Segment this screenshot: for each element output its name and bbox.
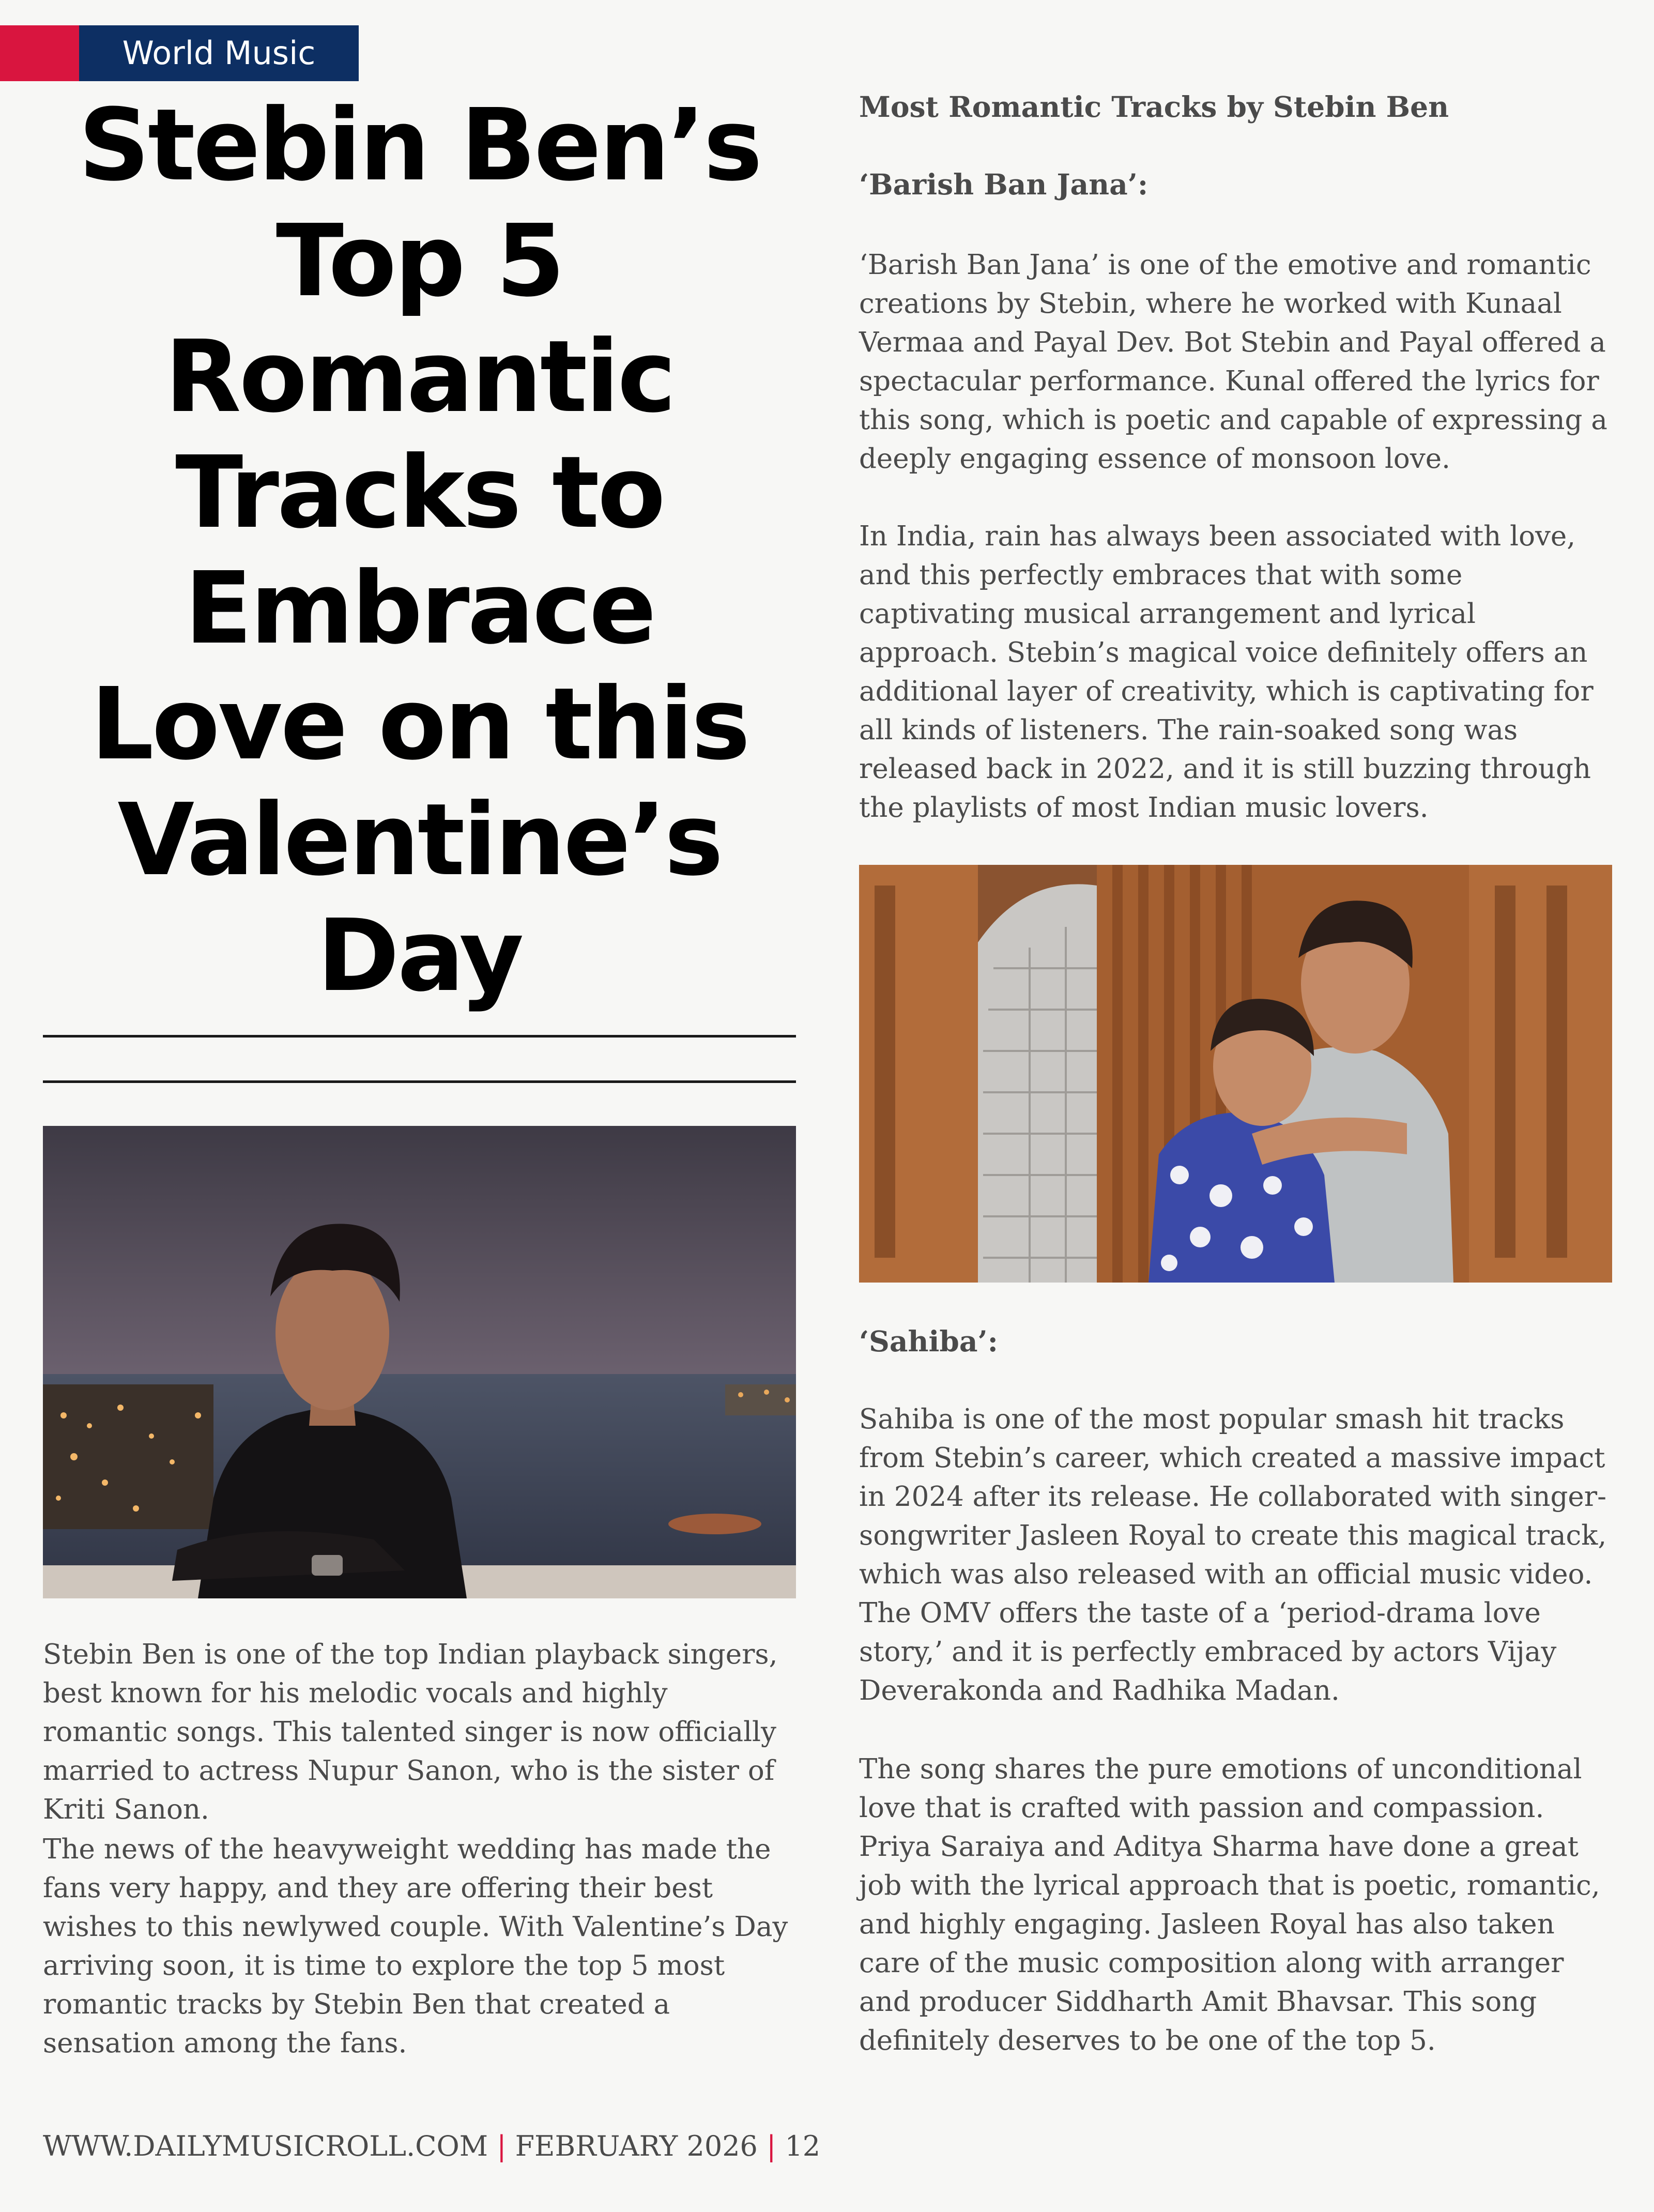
track-title-sahiba: ‘Sahiba’: xyxy=(859,1324,998,1358)
couple-doorway-photo xyxy=(859,865,1612,1283)
sahiba-paragraph-1: Sahiba is one of the most popular smash hit tracks from Stebin’s career, which created a massive impact in 2024 after its release. He collaborated with singer-songwriter Jasleen Royal to create this magical track, which was also released with an official music video. The OMV offers the taste of a ‘period-drama love story,’ and it is perfectly embraced by actors Vijay Deverakonda and Radhika Madan. xyxy=(859,1404,1607,1706)
track-title-barish-ban-jana: ‘Barish Ban Jana’: xyxy=(859,167,1148,201)
category-accent-bar xyxy=(0,25,79,81)
footer-separator-1: | xyxy=(497,2130,507,2162)
section-title: Most Romantic Tracks by Stebin Ben xyxy=(859,90,1449,124)
intro-paragraph-2: The news of the heavyweight wedding has made the fans very happy, and they are offering their best wishes to this newlywed couple. With Valentine’s Day arriving soon, it is time to explore the top 5 most romantic tracks by Stebin Ben that created a sensation among the fans. xyxy=(43,1834,788,2059)
barish-ban-jana-paragraph-1: ‘Barish Ban Jana’ is one of the emotive and romantic creations by Stebin, where he worked with Kunaal Vermaa and Payal Dev. Bot Stebin and Payal offered a spectacular performance. Kunal offered the lyrics for this song, which is poetic and capable of expressing a deeply engaging essence of monsoon love. xyxy=(859,249,1607,475)
page-footer xyxy=(43,2130,820,2162)
category-label: World Music xyxy=(79,25,359,81)
barish-ban-jana-paragraph-2: In India, rain has always been associated with love, and this perfectly embraces that with some captivating musical arrangement and lyrical approach. Stebin’s magical voice definitely offers an additional layer of creativity, which is captivating for all kinds of listeners. The rain-soaked song was released back in 2022, and it is still buzzing through the playlists of most Indian music lovers. xyxy=(859,521,1594,823)
intro-paragraph-1: Stebin Ben is one of the top Indian playback singers, best known for his melodic vocals and highly romantic songs. This talented singer is now officially married to actress Nupur Sanon, who is the sister of Kriti Sanon. xyxy=(43,1639,778,1825)
article-headline: Stebin Ben’s Top 5 Romantic Tracks to Embrace Love on this Valentine’s Day xyxy=(78,88,761,1014)
sahiba-paragraph-2: The song shares the pure emotions of unconditional love that is crafted with passion and compassion. Priya Saraiya and Aditya Sharma have done a great job with the lyrical approach that is poetic, romantic, and highly engaging. Jasleen Royal has also taken care of the music composition along with arranger and producer Siddharth Amit Bhavsar. This song definitely deserves to be one of the top 5. xyxy=(859,1753,1600,2056)
headline-divider-bottom xyxy=(43,1080,796,1083)
footer-issue-date: FEBRUARY 2026 xyxy=(515,2130,758,2162)
footer-separator-2: | xyxy=(767,2130,776,2162)
singer-portrait-photo xyxy=(43,1126,796,1598)
headline-divider-top xyxy=(43,1035,796,1038)
footer-page-number: 12 xyxy=(785,2130,821,2162)
footer-website: WWW.DAILYMUSICROLL.COM xyxy=(43,2130,488,2162)
